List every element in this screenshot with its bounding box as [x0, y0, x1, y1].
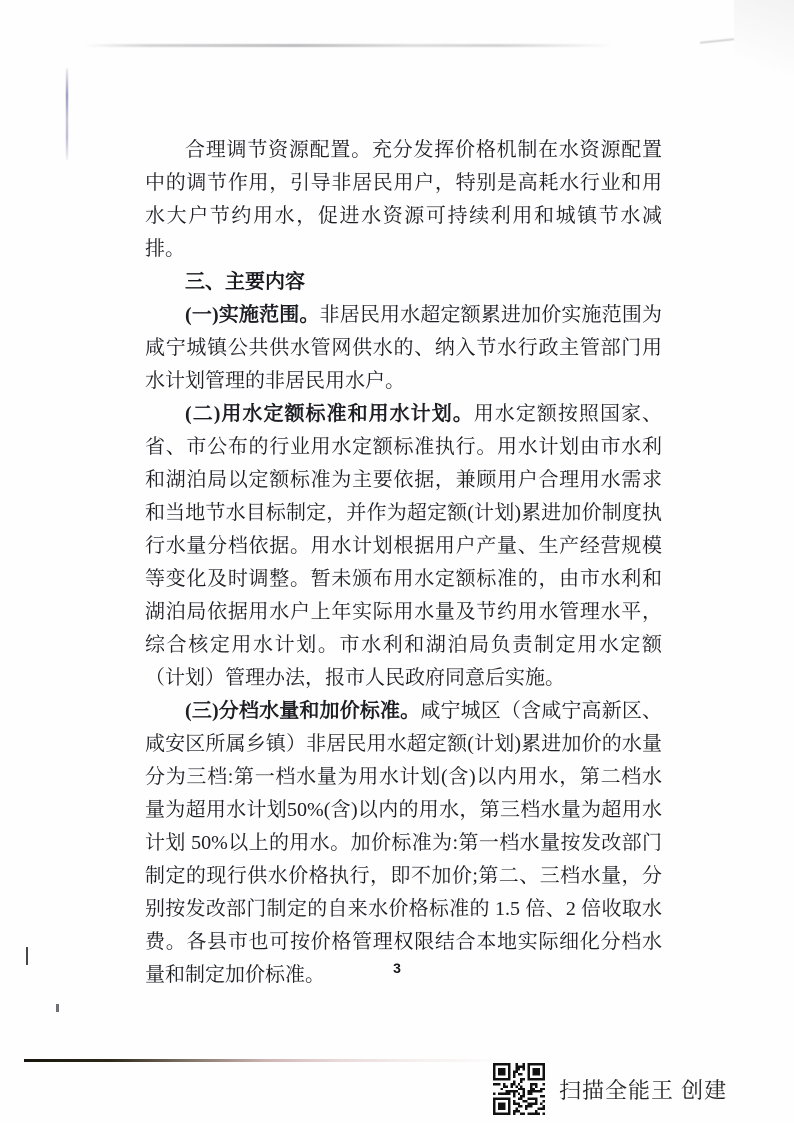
paragraph: (二)用水定额标准和用水计划。用水定额按照国家、省、市公布的行业用水定额标准执行。用水计划由市水利和湖泊局以定额标准为主要依据，兼顾用户合理用水需求和当地节水目标制定，并作为超定额(计划)累进加价制度执行水量分档依据。用水计划根据用户产量、生产经营规模等变化及时调整。暂未颁布用水定额标准的，由市水利和湖泊局依据用水户上年实际用水量及节约用水管理水平，综合核定用水计划。市水利和湖泊局负责制定用水定额（计划）管理办法，报市人民政府同意后实施。: [145, 403, 662, 689]
scan-page-edge-line: [24, 1059, 510, 1062]
scan-pen-mark-left: [66, 68, 68, 160]
paragraph: 合理调节资源配置。充分发挥价格机制在水资源配置中的调节作用，引导非居民用户，特别是高耗水行业和用水大户节约用水，促进水资源可持续利用和城镇节水减排。: [145, 139, 662, 260]
scan-streak-top: [84, 44, 614, 47]
scan-corner-shade: [734, 0, 794, 160]
paragraph-lead: (一)实施范围。: [185, 304, 320, 326]
paragraph-lead: (三)分档水量和加价标准。: [185, 700, 421, 722]
paragraph: (一)实施范围。非居民用水超定额累进加价实施范围为咸宁城镇公共供水管网供水的、纳入节水行政主管部门用水计划管理的非居民用水户。: [145, 304, 662, 392]
scanner-watermark-label: 扫描全能王 创建: [559, 1077, 728, 1103]
document-body: [145, 134, 662, 992]
paragraph: (三)分档水量和加价标准。咸宁城区（含咸宁高新区、咸安区所属乡镇）非居民用水超定额(计划)累进加价的水量分为三档:第一档水量为用水计划(含)以内用水，第二档水量为超用水计划50%(含)以内的用水，第三档水量为超用水计划 50%以上的用水。加价标准为:第一档水量按发改部门制定的现行供水价格执行，即不加价;第二、三档水量，分别按发改部门制定的自来水价格标准的 1.5 倍、2 倍收取水费。各县市也可按价格管理权限结合本地实际细化分档水量和制定加价标准。: [145, 700, 662, 986]
scan-speck-bottom-left: [56, 1004, 59, 1012]
page-number: 3: [393, 960, 401, 976]
scan-speck-top-right: [700, 38, 734, 44]
paragraph-lead: (二)用水定额标准和用水计划。: [185, 403, 474, 425]
section-heading: 三、主要内容: [185, 271, 305, 293]
qr-code-icon: [493, 1063, 545, 1115]
scanner-watermark: [493, 1063, 727, 1115]
